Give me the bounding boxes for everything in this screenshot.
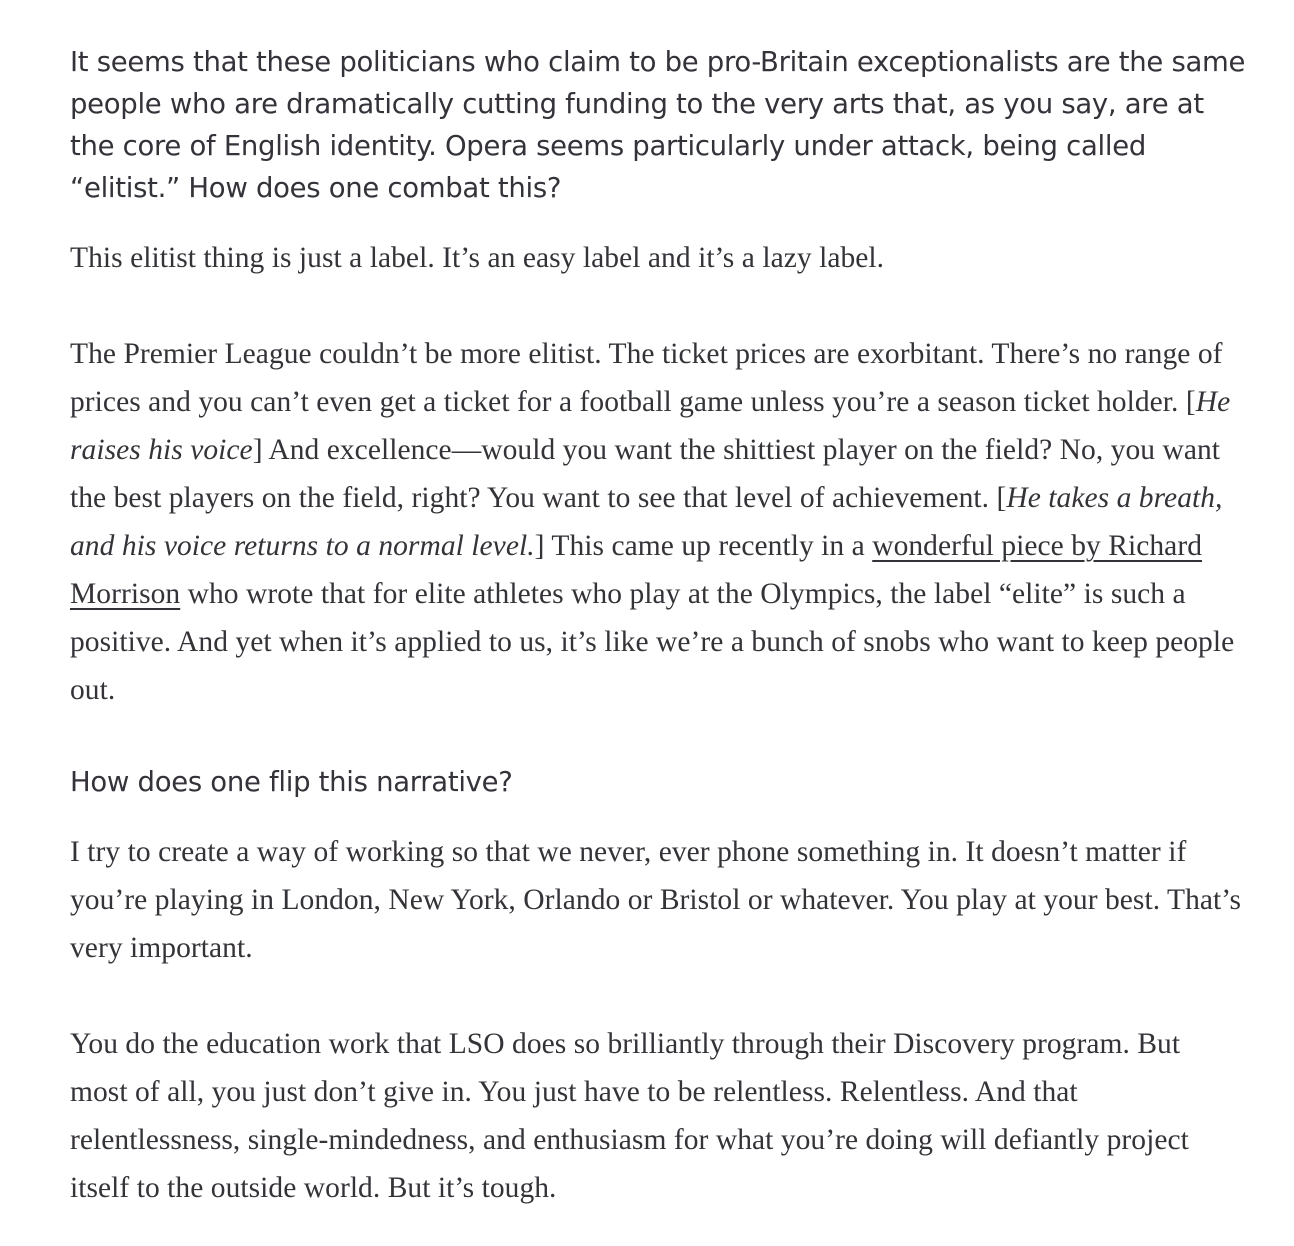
answer-text: ] And excellence—would you want the shittiest player on the field? No, you want the best players on the field, right? You want to see that level of achievement. [ [70,434,1221,514]
answer-text: ] This came up recently in a [534,530,873,562]
answer-paragraph: You do the education work that LSO does so brilliantly through their Discovery program. But most of all, you just don’t give in. You just have to be relentless. Relentless. And that relentlessness, single-mindedness, and enthusiasm for what you’re doing will defiantly project itself to the outside world. But it’s tough. [70,1028,1189,1204]
answer-paragraph [70,330,1245,714]
richard-morrison-article-link[interactable]: wonderful piece by Richard Morrison [70,530,1202,610]
answer-text: The Premier League couldn’t be more elitist. The ticket prices are exorbitant. There’s no range of prices and you can’t even get a ticket for a football game unless you’re a season ticket holder. [ [70,338,1223,418]
answer-paragraph: I try to create a way of working so that we never, ever phone something in. It doesn’t matter if you’re playing in London, New York, Orlando or Bristol or whatever. You play at your best. That’s very important. [70,836,1242,964]
interview-question: How does one flip this narrative? [70,766,513,798]
interview-question: It seems that these politicians who claim to be pro-Britain exceptionalists are the same people who are dramatically cutting funding to the very arts that, as you say, are at the core of English identity. Opera seems particularly under attack, being called “elitist.” How does one combat this? [70,46,1246,204]
answer-paragraph: This elitist thing is just a label. It’s an easy label and it’s a lazy label. [70,242,885,274]
stage-direction: He takes a breath, and his voice returns to a normal level. [70,482,1223,562]
answer-text: who wrote that for elite athletes who play at the Olympics, the label “elite” is such a positive. And yet when it’s applied to us, it’s like we’re a bunch of snobs who want to keep people out. [70,578,1235,706]
stage-direction: He raises his voice [70,386,1231,466]
